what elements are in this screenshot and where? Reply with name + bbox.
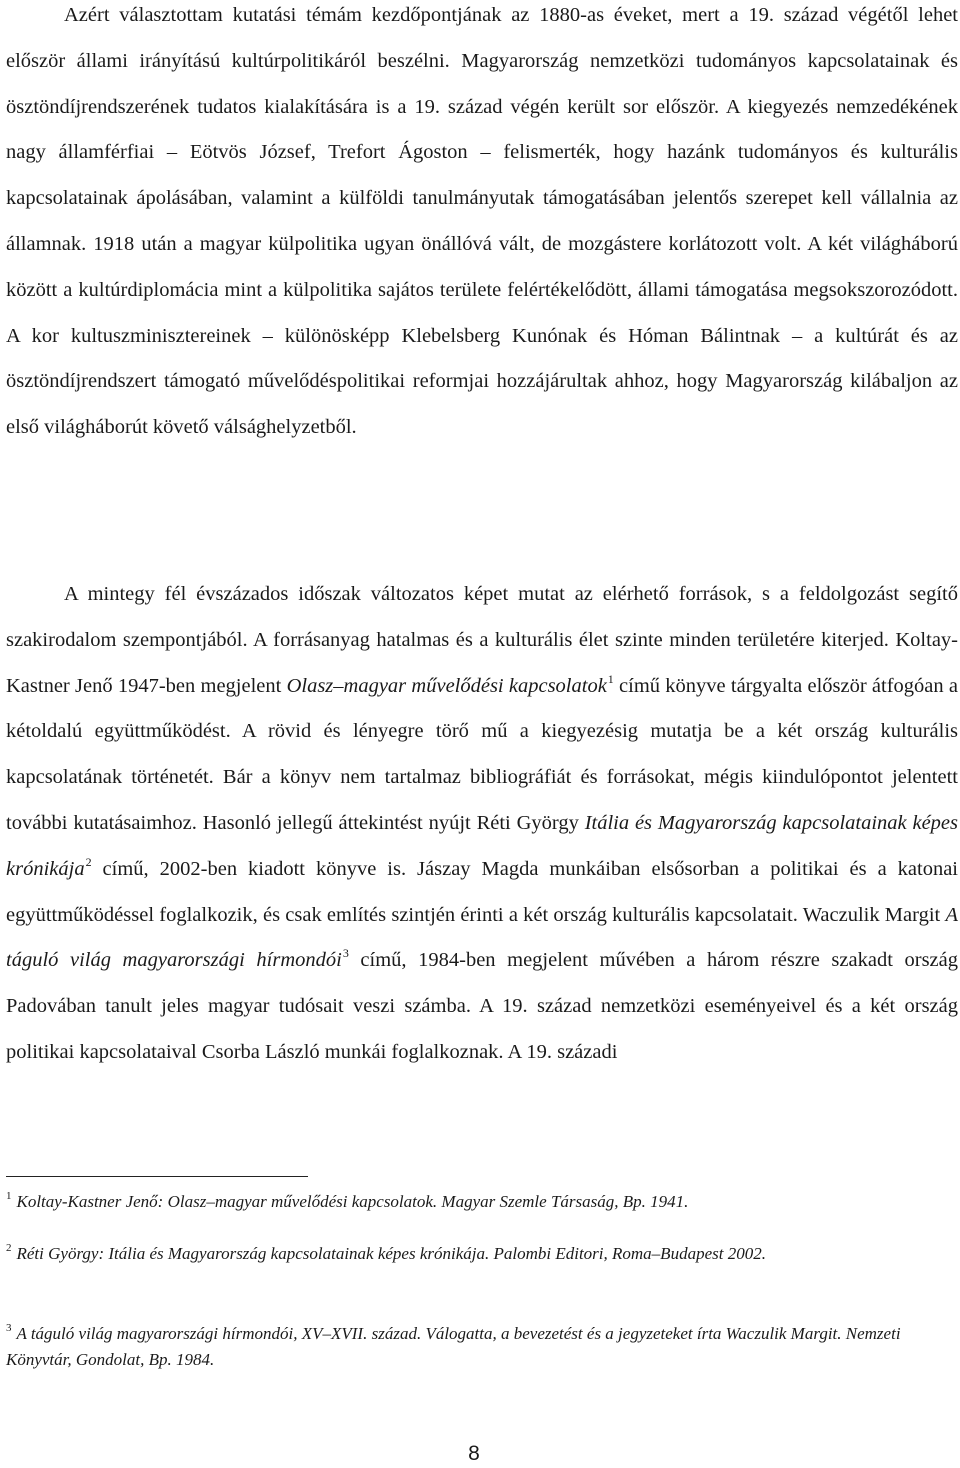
footnote-number: 3 [6,1322,12,1334]
footnote-text: A táguló világ magyarországi hírmondói, XV–XVII. század. Válogatta, a bevezetést és a jegyzeteket írta Waczulik Margit. Nemzeti Könyvtár, Gondolat, Bp. 1984. [6,1324,901,1369]
body-paragraph-1: Azért választottam kutatási témám kezdőpontjának az 1880-as éveket, mert a 19. század végétől lehet először állami irányítású kultúrpolitikáról beszélni. Magyarország nemzetközi tudományos kapcsolatainak és ösztöndíjrendszerének tudatos kialakítására is a 19. század végén került sor először. A kiegyezés nemzedékének nagy államférfiai – Eötvös József, Trefort Ágoston – felismerték, hogy hazánk tudományos és kulturális kapcsolatainak ápolásában, valamint a külföldi tanulmányutak támogatásában jelentős szerepet kell vállalnia az államnak. 1918 után a magyar külpolitika ugyan önállóvá vált, de mozgástere korlátozott volt. A két világháború között a kultúrdiplomácia mint a külpolitika sajátos területe felértékelődött, állami támogatása megsokszorozódott. A kor kultuszminisztereinek – különösképp Klebelsberg Kunónak és Hóman Bálintnak – a kultúrát és az ösztöndíjrendszert támogató művelődéspolitikai reformjai hozzájárultak ahhoz, hogy Magyarország kilábaljon az első világháborút követő válsághelyzetből. [6,4,958,439]
paragraph-text-segment: A mintegy fél évszázados időszak változatos képet mutat az elérhető források, s a feldolgozást segítő szakirodalom szempontjából. A forrásanyag hatalmas és a kulturális élet szinte minden területére kiterjed. Koltay-Kastner Jenő 1947-ben megjelent [6,583,958,697]
body-paragraph-2 [6,572,958,1076]
document-page [6,0,958,1468]
paragraph-text-segment: című könyve tárgyalta először átfogóan a kétoldalú együttműködést. A rövid és lényegre törő mű a kiegyezésig mutatja be a két ország kulturális kapcsolatának történetét. Bár a könyv nem tartalmaz bibliográfiát és forrásokat, mégis kiindulópontot jelentett további kutatásaimhoz. Hasonló jellegű áttekintést nyújt Réti György [6,674,958,834]
footnote-1 [6,1189,958,1215]
page-number: 8 [468,1442,480,1465]
footnote-3 [6,1321,958,1373]
book-title-taguló-vilag: A táguló világ magyarországi hírmondói [6,903,958,972]
footnote-ref-1[interactable]: 1 [607,671,614,686]
book-title-olasz-magyar: Olasz–magyar művelődési kapcsolatok [286,674,607,697]
footnote-ref-2[interactable]: 2 [85,854,92,869]
footnote-text: Koltay-Kastner Jenő: Olasz–magyar művelődési kapcsolatok. Magyar Szemle Társaság, Bp. 1941. [16,1192,689,1211]
footnote-ref-3[interactable]: 3 [342,946,349,961]
book-title-italia: Itália és Magyarország kapcsolatainak képes krónikája [6,811,959,880]
footnote-separator [6,1176,308,1177]
footnote-number: 1 [6,1190,12,1202]
footnote-number: 2 [6,1242,12,1254]
paragraph-text-segment: című, 1984-ben megjelent művében a három részre szakadt ország Padovában tanult jeles magyar tudósait veszi számba. A 19. század nemzetközi eseményeivel és a két ország politikai kapcsolataival Csorba László munkái foglalkoznak. A 19. századi [6,949,958,1063]
paragraph-text-segment: című, 2002-ben kiadott könyve is. Jászay Magda munkáiban elsősorban a politikai és a katonai együttműködéssel foglalkozik, és csak említés szintjén érinti a két ország kulturális kapcsolatait. Waczulik Margit [6,857,958,926]
footnote-text: Réti György: Itália és Magyarország kapcsolatainak képes krónikája. Palombi Editori, Roma–Budapest 2002. [16,1244,766,1263]
footnote-2 [6,1241,958,1267]
